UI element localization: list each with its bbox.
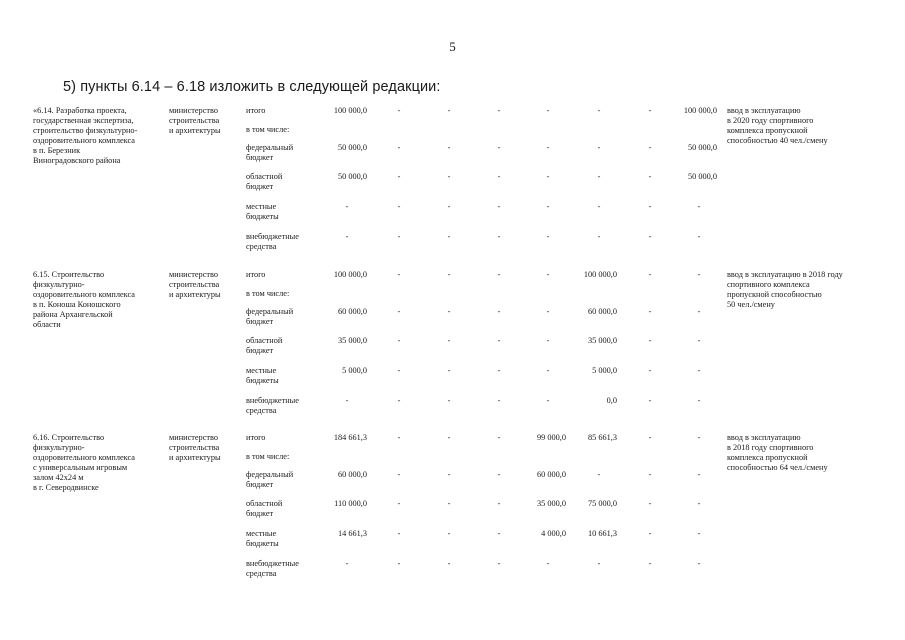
funding-value: - (397, 106, 401, 115)
funding-value: - (345, 559, 349, 568)
measure-title: с универсальным игровым (33, 463, 128, 472)
funding-source: итого (246, 270, 266, 279)
funding-source: местные (246, 202, 277, 211)
funding-value: - (697, 433, 701, 442)
funding-value: - (697, 529, 701, 538)
funding-value: - (397, 270, 401, 279)
funding-value: - (546, 366, 550, 375)
funding-source: итого (246, 106, 266, 115)
funding-value: - (546, 336, 550, 345)
funding-value: - (497, 143, 501, 152)
measure-title: в п. Коноша Коношского (33, 300, 121, 309)
funding-value: 100 000,0 (683, 106, 717, 115)
funding-value: - (497, 529, 501, 538)
funding-value: - (447, 499, 451, 508)
measure-title: 6.16. Строительство (33, 433, 105, 442)
funding-value: - (697, 366, 701, 375)
funding-value: - (397, 396, 401, 405)
funding-value: - (648, 106, 652, 115)
funding-value: - (697, 202, 701, 211)
funding-value: - (648, 172, 652, 181)
funding-value: 100 000,0 (583, 270, 617, 279)
funding-source: бюджеты (246, 376, 279, 385)
funding-value: - (447, 529, 451, 538)
funding-value: - (397, 499, 401, 508)
funding-value: - (697, 270, 701, 279)
executor: и архитектуры (169, 453, 221, 462)
funding-value: - (648, 232, 652, 241)
funding-source: в том числе: (246, 125, 290, 134)
funding-source: федеральный (246, 470, 294, 479)
funding-source: областной (246, 499, 283, 508)
funding-value: - (648, 366, 652, 375)
funding-source: итого (246, 433, 266, 442)
funding-value: - (447, 559, 451, 568)
funding-value: - (397, 202, 401, 211)
funding-value: - (697, 499, 701, 508)
funding-value: - (497, 106, 501, 115)
funding-value: 0,0 (606, 396, 617, 405)
funding-source: бюджеты (246, 212, 279, 221)
measure-title: в г. Северодвинске (33, 483, 99, 492)
funding-value: - (497, 307, 501, 316)
funding-source: областной (246, 172, 283, 181)
funding-value: - (648, 559, 652, 568)
funding-source: бюджет (246, 182, 274, 191)
funding-value: - (597, 106, 601, 115)
funding-value: - (447, 307, 451, 316)
funding-value: - (497, 336, 501, 345)
funding-source: средства (246, 406, 277, 415)
funding-value: - (497, 202, 501, 211)
funding-value: - (697, 559, 701, 568)
funding-value: - (345, 232, 349, 241)
funding-value: - (397, 433, 401, 442)
funding-value: - (497, 172, 501, 181)
funding-value: - (697, 396, 701, 405)
funding-value: - (397, 529, 401, 538)
funding-value: 60 000,0 (587, 307, 617, 316)
funding-value: - (546, 396, 550, 405)
funding-value: 14 661,3 (337, 529, 367, 538)
measure-title: оздоровительного комплекса (33, 290, 135, 299)
funding-value: - (447, 172, 451, 181)
funding-value: - (597, 172, 601, 181)
funding-value: - (697, 232, 701, 241)
funding-value: - (345, 396, 349, 405)
funding-value: - (546, 307, 550, 316)
funding-value: - (497, 499, 501, 508)
funding-source: бюджет (246, 480, 274, 489)
funding-value: - (497, 396, 501, 405)
expected-result: в 2018 году спортивного (727, 443, 814, 452)
funding-value: - (497, 470, 501, 479)
funding-value: - (648, 143, 652, 152)
funding-value: 100 000,0 (333, 106, 367, 115)
funding-value: 50 000,0 (687, 172, 717, 181)
funding-value: - (397, 336, 401, 345)
funding-source: федеральный (246, 307, 294, 316)
funding-value: 60 000,0 (337, 470, 367, 479)
funding-value: - (497, 559, 501, 568)
measure-title: оздоровительного комплекса (33, 136, 135, 145)
funding-value: - (497, 270, 501, 279)
funding-value: - (447, 106, 451, 115)
funding-value: - (597, 232, 601, 241)
funding-value: - (546, 232, 550, 241)
funding-value: - (697, 336, 701, 345)
expected-result: способностью 40 чел./смену (727, 136, 828, 145)
funding-value: - (447, 336, 451, 345)
page-number: 5 (449, 39, 456, 54)
funding-value: - (648, 307, 652, 316)
funding-value: 4 000,0 (541, 529, 566, 538)
funding-source: средства (246, 242, 277, 251)
measure-title: оздоровительного комплекса (33, 453, 135, 462)
executor: министерство (169, 270, 219, 279)
funding-value: 85 661,3 (587, 433, 617, 442)
funding-value: 10 661,3 (587, 529, 617, 538)
measure-title: в п. Березник (33, 146, 81, 155)
funding-source: бюджет (246, 346, 274, 355)
funding-value: - (447, 202, 451, 211)
expected-result: 50 чел./смену (727, 300, 775, 309)
funding-value: - (447, 366, 451, 375)
funding-value: - (546, 270, 550, 279)
executor: строительства (169, 280, 220, 289)
funding-value: - (397, 470, 401, 479)
executor: министерство (169, 433, 219, 442)
funding-value: - (546, 202, 550, 211)
funding-source: бюджеты (246, 539, 279, 548)
funding-value: - (497, 232, 501, 241)
executor: и архитектуры (169, 290, 221, 299)
funding-value: - (397, 172, 401, 181)
expected-result: спортивного комплекса (727, 280, 810, 289)
funding-source: бюджет (246, 509, 274, 518)
funding-value: - (345, 202, 349, 211)
funding-source: местные (246, 366, 277, 375)
funding-value: - (497, 366, 501, 375)
funding-value: - (597, 202, 601, 211)
expected-result: комплекса пропускной (727, 126, 808, 135)
funding-value: - (648, 433, 652, 442)
measure-title: района Архангельской (33, 310, 113, 319)
measure-title: «6.14. Разработка проекта, (33, 106, 127, 115)
funding-value: 5 000,0 (342, 366, 367, 375)
funding-value: 5 000,0 (592, 366, 617, 375)
funding-value: - (597, 143, 601, 152)
funding-source: местные (246, 529, 277, 538)
funding-value: - (597, 470, 601, 479)
funding-value: - (447, 396, 451, 405)
funding-value: - (397, 559, 401, 568)
funding-value: 184 661,3 (333, 433, 367, 442)
funding-value: - (648, 202, 652, 211)
funding-value: - (397, 366, 401, 375)
executor: строительства (169, 116, 220, 125)
funding-value: 75 000,0 (587, 499, 617, 508)
funding-value: 60 000,0 (536, 470, 566, 479)
funding-value: - (546, 106, 550, 115)
measure-title: залом 42х24 м (33, 473, 84, 482)
funding-value: - (397, 232, 401, 241)
measure-title: государственная экспертиза, (33, 116, 134, 125)
funding-value: 110 000,0 (334, 499, 367, 508)
executor: министерство (169, 106, 219, 115)
funding-value: - (648, 336, 652, 345)
funding-value: - (648, 499, 652, 508)
funding-value: - (546, 559, 550, 568)
funding-source: внебюджетные (246, 232, 299, 241)
funding-value: 35 000,0 (337, 336, 367, 345)
funding-value: - (697, 470, 701, 479)
funding-source: в том числе: (246, 452, 290, 461)
funding-value: - (597, 559, 601, 568)
expected-result: ввод в эксплуатацию (727, 106, 801, 115)
funding-value: 50 000,0 (337, 172, 367, 181)
funding-value: 60 000,0 (337, 307, 367, 316)
expected-result: пропускной способностью (727, 290, 822, 299)
funding-source: в том числе: (246, 289, 290, 298)
funding-source: федеральный (246, 143, 294, 152)
funding-value: - (497, 433, 501, 442)
funding-value: - (447, 143, 451, 152)
funding-value: - (447, 470, 451, 479)
funding-value: 35 000,0 (536, 499, 566, 508)
funding-value: 99 000,0 (536, 433, 566, 442)
expected-result: способностью 64 чел./смену (727, 463, 828, 472)
expected-result: ввод в эксплуатацию в 2018 году (727, 270, 843, 279)
executor: строительства (169, 443, 220, 452)
measure-title: 6.15. Строительство (33, 270, 105, 279)
funding-value: 100 000,0 (333, 270, 367, 279)
measure-title: физкультурно- (33, 443, 85, 452)
funding-value: - (648, 529, 652, 538)
funding-value: - (447, 232, 451, 241)
funding-value: - (447, 433, 451, 442)
measure-title: области (33, 320, 61, 329)
measure-title: физкультурно- (33, 280, 85, 289)
measure-title: строительство физкультурно- (33, 126, 138, 135)
funding-value: - (648, 270, 652, 279)
funding-value: - (648, 470, 652, 479)
expected-result: в 2020 году спортивного (727, 116, 814, 125)
funding-value: - (397, 143, 401, 152)
funding-source: внебюджетные (246, 559, 299, 568)
funding-source: бюджет (246, 317, 274, 326)
funding-value: - (546, 143, 550, 152)
funding-value: - (697, 307, 701, 316)
funding-source: средства (246, 569, 277, 578)
funding-value: - (447, 270, 451, 279)
funding-value: 50 000,0 (687, 143, 717, 152)
funding-value: 50 000,0 (337, 143, 367, 152)
funding-source: областной (246, 336, 283, 345)
measure-title: Виноградовского района (33, 156, 121, 165)
executor: и архитектуры (169, 126, 221, 135)
funding-value: - (546, 172, 550, 181)
funding-value: - (397, 307, 401, 316)
funding-source: внебюджетные (246, 396, 299, 405)
expected-result: комплекса пропускной (727, 453, 808, 462)
funding-source: бюджет (246, 153, 274, 162)
expected-result: ввод в эксплуатацию (727, 433, 801, 442)
section-heading: 5) пункты 6.14 – 6.18 изложить в следующей редакции: (63, 79, 441, 95)
funding-value: - (648, 396, 652, 405)
funding-value: 35 000,0 (587, 336, 617, 345)
